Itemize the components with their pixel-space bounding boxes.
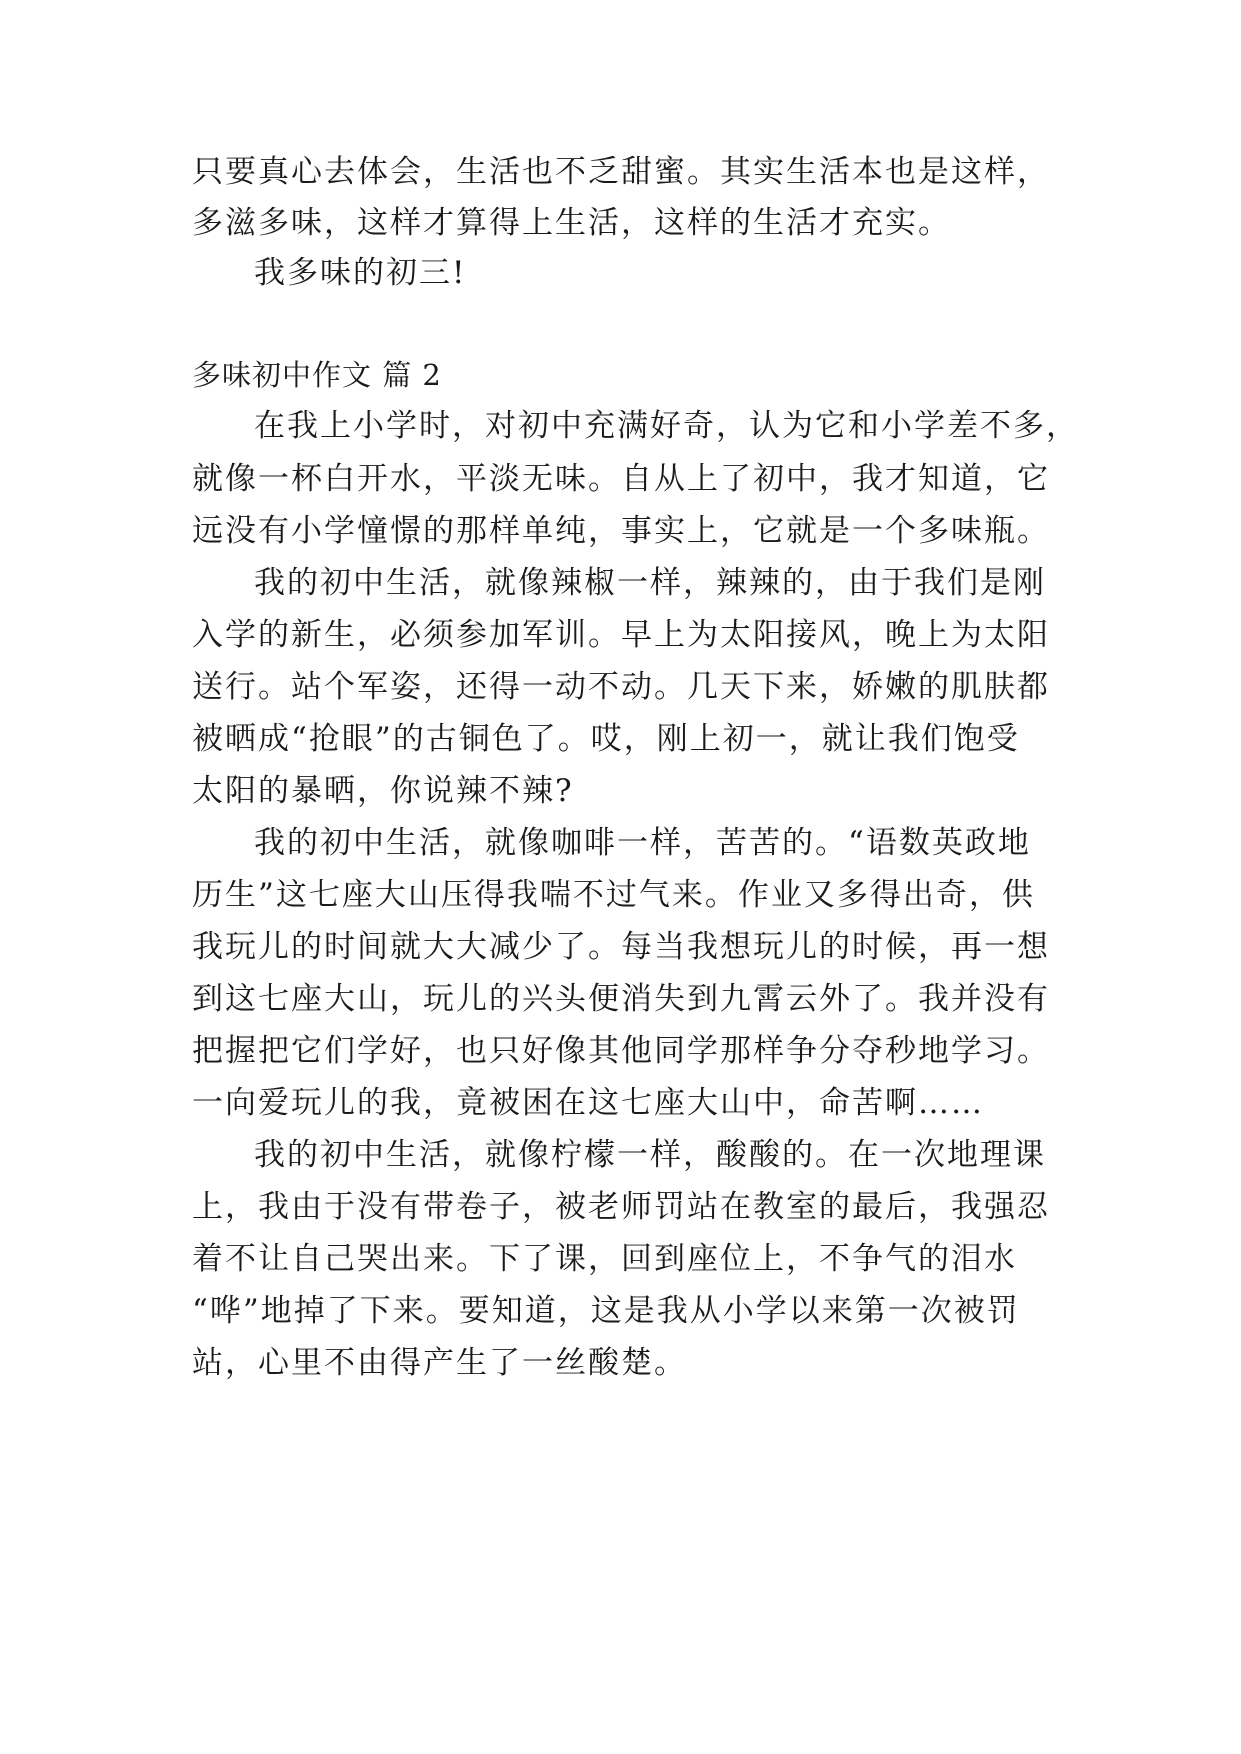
paragraph-line: 站，心里不由得产生了一丝酸楚。 <box>192 1345 687 1381</box>
paragraph-line: 入学的新生，必须参加军训。早上为太阳接风，晚上为太阳 <box>192 617 1050 653</box>
paragraph-line: 远没有小学憧憬的那样单纯，事实上，它就是一个多味瓶。 <box>192 513 1050 549</box>
paragraph-line: 我的初中生活，就像咖啡一样，苦苦的。“语数英政地 <box>254 825 1031 861</box>
paragraph-line: 太阳的暴晒，你说辣不辣? <box>192 773 574 809</box>
paragraph-line: 被晒成“抢眼”的古铜色了。哎，刚上初一，就让我们饱受 <box>192 721 1020 757</box>
intro-closing: 我多味的初三! <box>254 255 467 291</box>
section-title: 多味初中作文 篇 2 <box>192 358 442 392</box>
intro-line-1: 只要真心去体会，生活也不乏甜蜜。其实生活本也是这样， <box>192 154 1050 190</box>
paragraph-line: 就像一杯白开水，平淡无味。自从上了初中，我才知道，它 <box>192 461 1050 497</box>
paragraph-line: 送行。站个军姿，还得一动不动。几天下来，娇嫩的肌肤都 <box>192 669 1050 705</box>
paragraph-line: 我玩儿的时间就大大减少了。每当我想玩儿的时候，再一想 <box>192 929 1050 965</box>
paragraph-line: 我的初中生活，就像辣椒一样，辣辣的，由于我们是刚 <box>254 565 1046 601</box>
paragraph-line: “哗”地掉了下来。要知道，这是我从小学以来第一次被罚 <box>192 1293 1020 1329</box>
paragraph-line: 在我上小学时，对初中充满好奇，认为它和小学差不多， <box>254 408 1079 444</box>
paragraph-line: 把握把它们学好，也只好像其他同学那样争分夺秒地学习。 <box>192 1033 1050 1069</box>
intro-line-2: 多滋多味，这样才算得上生活，这样的生活才充实。 <box>192 205 951 241</box>
paragraph-line: 历生”这七座大山压得我喘不过气来。作业又多得出奇，供 <box>192 877 1035 913</box>
paragraph-line: 上，我由于没有带卷子，被老师罚站在教室的最后，我强忍 <box>192 1189 1050 1225</box>
paragraph-line: 到这七座大山，玩儿的兴头便消失到九霄云外了。我并没有 <box>192 981 1050 1017</box>
paragraph-line: 着不让自己哭出来。下了课，回到座位上，不争气的泪水 <box>192 1241 1017 1277</box>
paragraph-line: 一向爱玩儿的我，竟被困在这七座大山中，命苦啊…… <box>192 1085 984 1121</box>
paragraph-line: 我的初中生活，就像柠檬一样，酸酸的。在一次地理课 <box>254 1137 1046 1173</box>
